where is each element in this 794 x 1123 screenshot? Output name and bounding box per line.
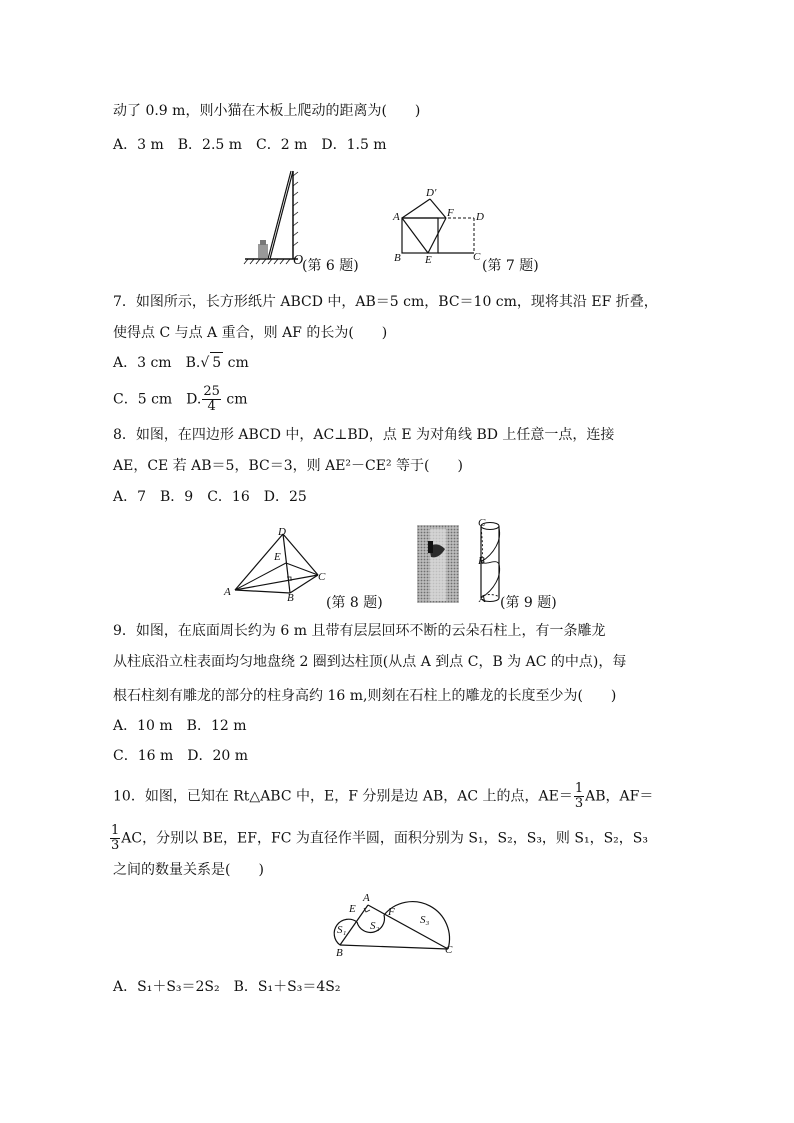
q7-opt-a: A．3 cm B. [113,355,201,371]
q6-options: A．3 m B．2.5 m C．2 m D．1.5 m [113,137,387,153]
fig8-caption: (第 8 题) [326,595,383,611]
q7-sqrt-value: 5 [210,352,223,373]
q10-line1 [113,782,653,811]
q7-line1: 7．如图所示，长方形纸片 ABCD 中，AB＝5 cm，BC＝10 cm，现将其沿 EF 折叠， [113,294,658,310]
fig8-label-E: E [274,551,281,563]
q10-frac2-num: 1 [111,823,120,838]
fig7-label-A: A [393,211,400,223]
fig9-label-A: A [479,593,486,605]
q7-line2: 使得点 C 与点 A 重合，则 AF 的长为( ) [113,325,388,341]
fig9-label-B: B [478,555,485,567]
q7-opt-c: C．5 cm D. [113,391,202,408]
fig7-label-D: D [476,211,484,223]
fig8-label-D: D [278,526,286,538]
pillar-photo [417,525,459,603]
fig7-label-E: E [425,254,432,266]
q7-frac-den: 4 [207,399,216,414]
q10-options: A．S₁＋S₃＝2S₂ B．S₁＋S₃＝4S₂ [113,979,341,995]
fig8-label-C: C [318,571,326,583]
q9-line1: 9．如图，在底面周长约为 6 m 且带有层层回环不断的云朵石柱上，有一条雕龙 [113,623,606,639]
q7-options-ab: A．3 cm B.√ 5 cm [113,352,249,373]
q10-frac2-den: 3 [111,838,120,853]
fig6-label-O: O [293,253,304,268]
q8-line2: AE，CE 若 AB＝5，BC＝3，则 AE²－CE² 等于( ) [113,458,463,474]
fig10-label-C: C [445,944,453,956]
fig10-label-E: E [349,903,356,915]
q7-fraction [202,385,221,414]
fig7-label-B: B [394,252,401,264]
fig7-label-Dp: D′ [426,187,437,199]
q10-fraction-2 [110,824,120,853]
q7-opt-d-unit: cm [221,391,248,408]
q6-text: 动了 0.9 m，则小猫在木板上爬动的距离为( ) [113,103,421,119]
fig10-label-A: A [363,892,370,904]
fig10-label-S2: S₂ [370,920,380,932]
q10-line1-pre: 10．如图，已知在 Rt△ABC 中，E，F 分别是边 AB，AC 上的点，AE＝ [113,788,573,805]
q10-line2 [109,824,648,853]
fig10-label-S3: S₃ [420,914,430,926]
fig8-label-B: B [287,592,294,604]
q9-options-cd: C．16 m D．20 m [113,748,249,764]
fig9-label-C: C [478,517,486,529]
figure-6 [240,166,300,266]
fig6-caption: (第 6 题) [302,258,359,274]
q9-line3: 根石柱刻有雕龙的部分的柱身高约 16 m,则刻在石柱上的雕龙的长度至少为( ) [113,688,617,704]
fig8-label-A: A [224,586,231,598]
q10-line1-post: AB，AF＝ [585,788,654,805]
q8-options: A．7 B．9 C．16 D．25 [113,489,307,505]
q10-line2-post: AC，分别以 BE，EF，FC 为直径作半圆，面积分别为 S₁，S₂，S₃，则 S₁，S₂，S₃ [121,830,648,847]
q7-frac-num: 25 [203,384,220,399]
q10-fraction-1 [574,782,584,811]
fig7-label-F: F [447,207,454,219]
q7-options-cd [113,385,248,414]
q10-frac1-den: 3 [574,796,584,811]
q7-opt-b-unit: cm [223,355,249,371]
fig10-label-B: B [336,947,343,959]
fig7-label-C: C [473,251,481,263]
q10-frac1-num: 1 [574,781,584,796]
q8-line1: 8．如图，在四边形 ABCD 中，AC⊥BD，点 E 为对角线 BD 上任意一点，连接 [113,427,615,443]
q9-line2: 从柱底沿立柱表面均匀地盘绕 2 圈到达柱顶(从点 A 到点 C，B 为 AC 的中点)，每 [113,654,627,670]
fig10-label-S1: S₁ [337,924,347,936]
fig9-caption: (第 9 题) [500,595,557,611]
fig10-label-F: F [388,906,395,918]
q10-line3: 之间的数量关系是( ) [113,862,264,878]
fig7-caption: (第 7 题) [482,258,539,274]
q9-options-ab: A．10 m B．12 m [113,718,247,734]
